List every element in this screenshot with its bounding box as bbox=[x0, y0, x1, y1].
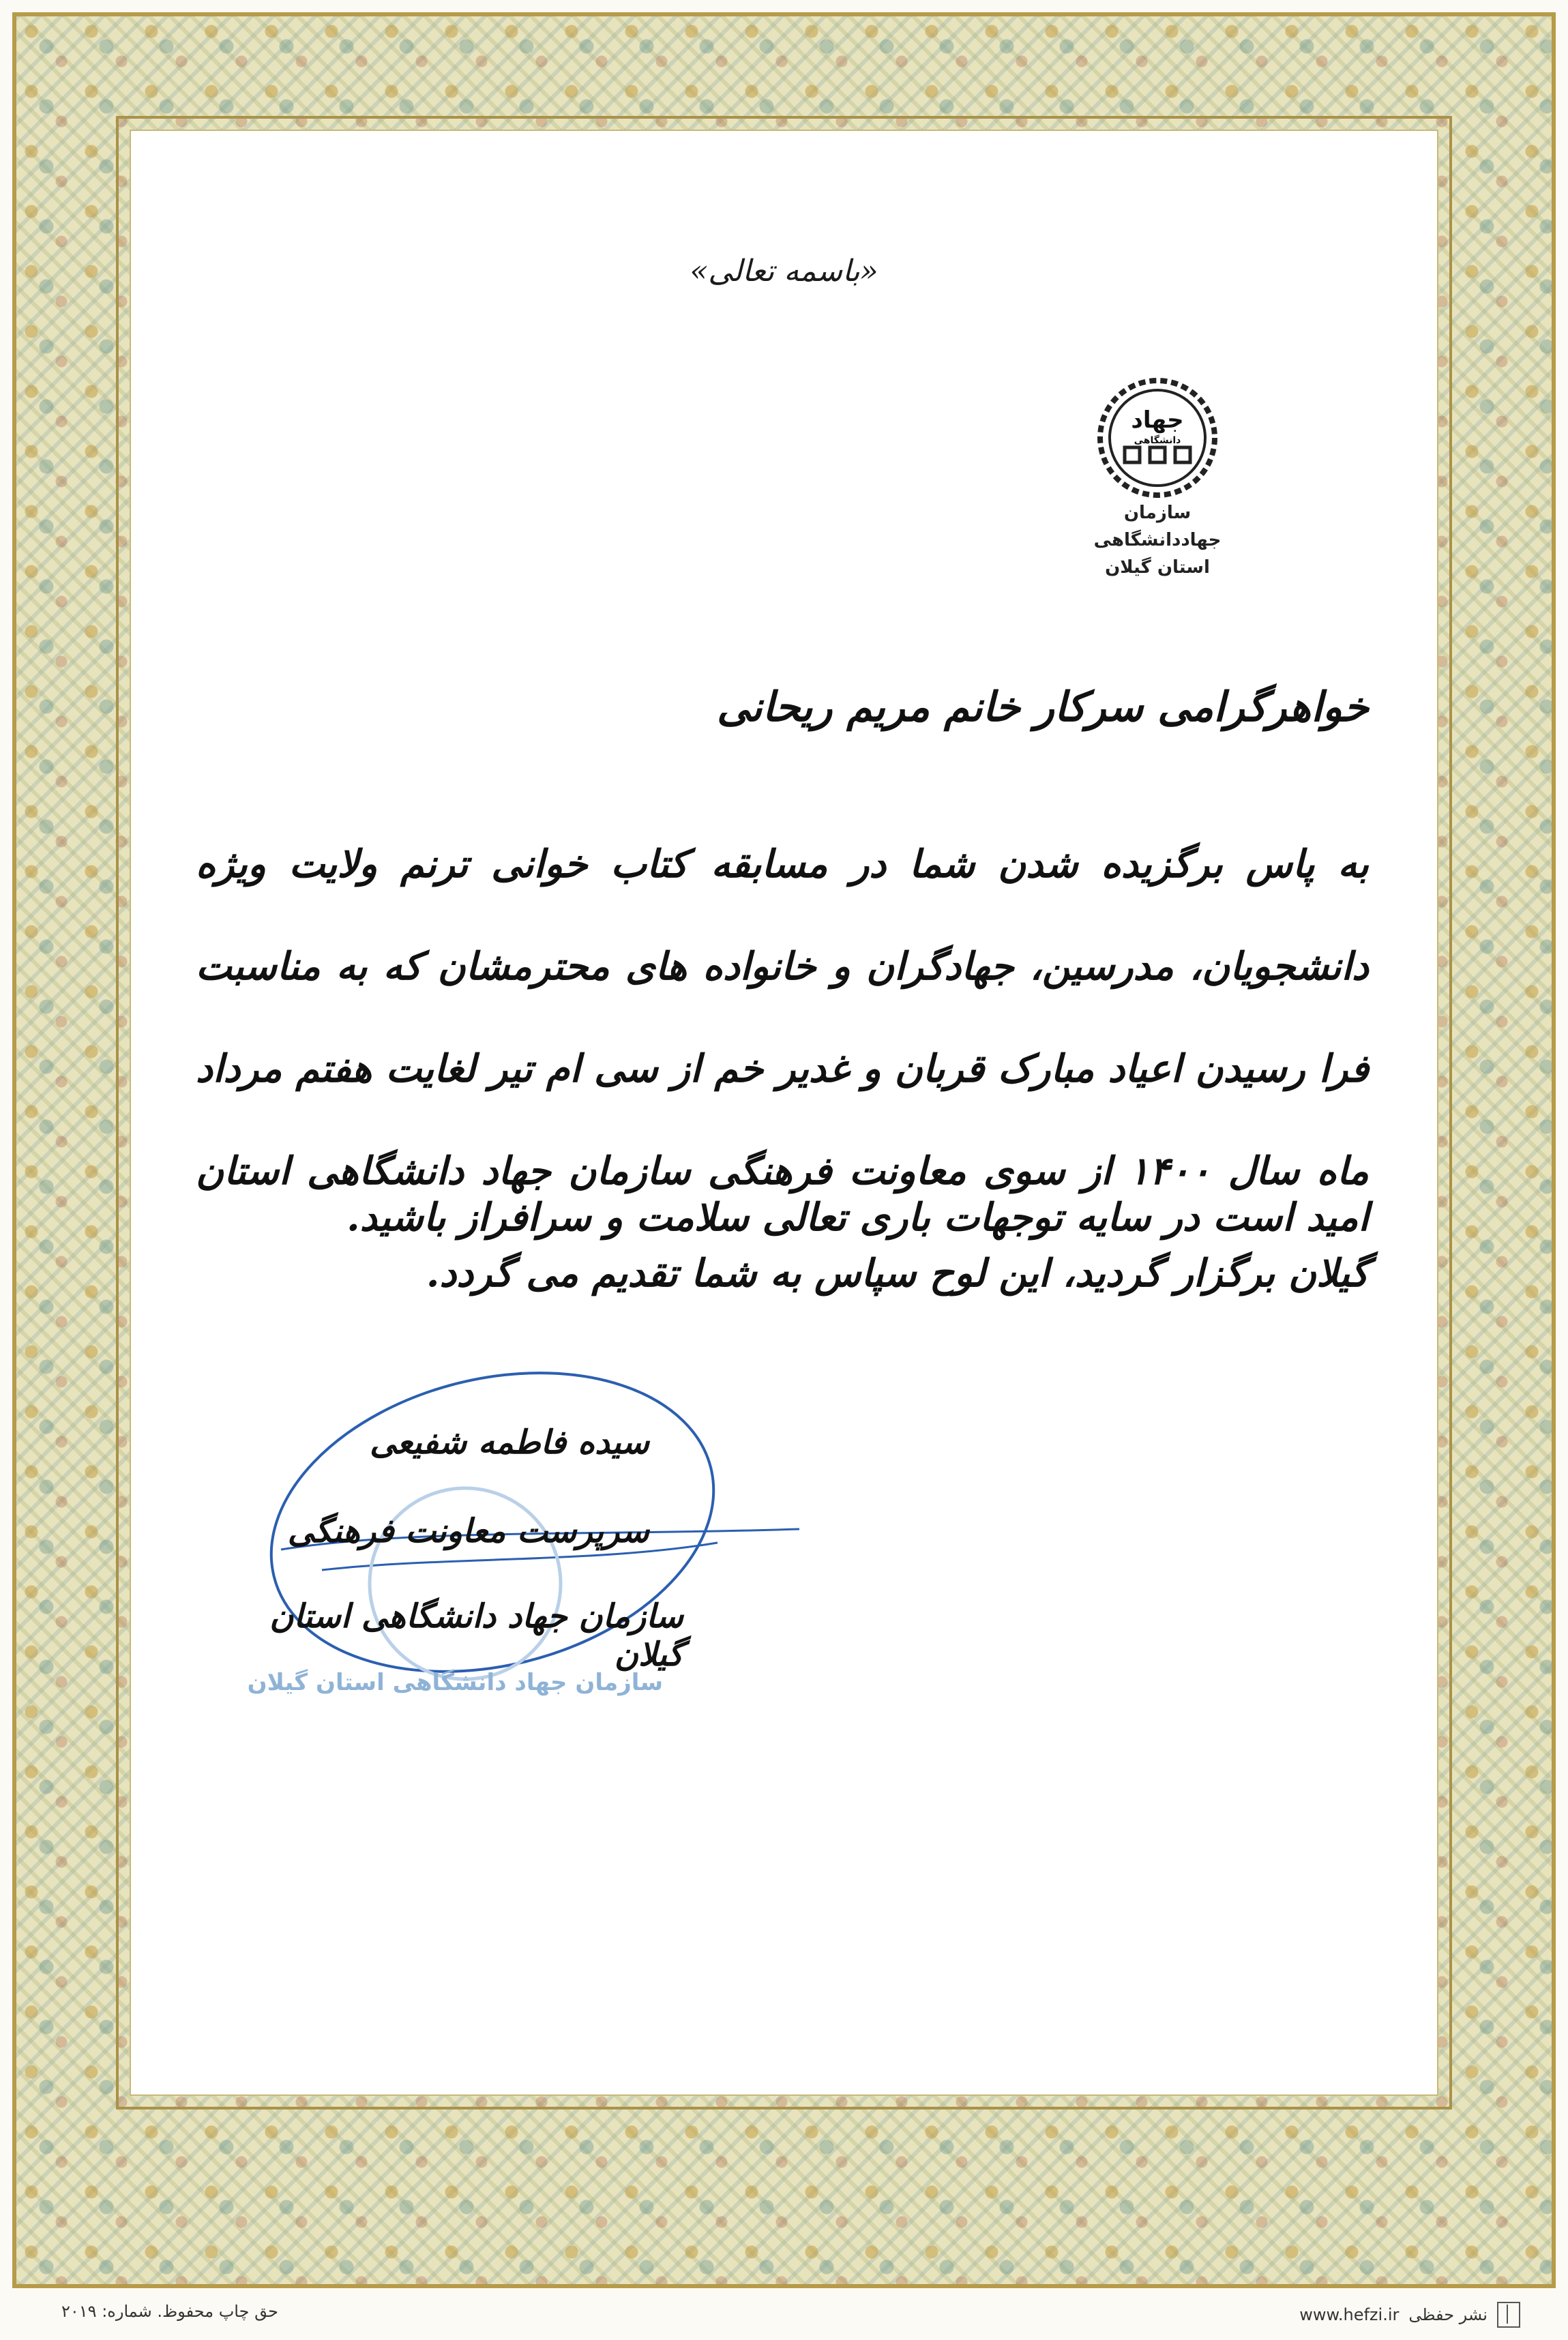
book-icon bbox=[1497, 2302, 1520, 2328]
footer-copyright: حق چاپ محفوظ. شماره: ۲۰۱۹ bbox=[61, 2302, 278, 2321]
signature-block bbox=[240, 1359, 854, 1713]
closing-wish: امید است در سایه توجهات باری تعالی سلامت و سرافراز باشید. bbox=[346, 1195, 1369, 1240]
footer-website: www.hefzi.ir bbox=[1299, 2305, 1400, 2324]
signatory-organization: سازمان جهاد دانشگاهی استان گیلان bbox=[269, 1597, 683, 1674]
signatory-title: سرپرست معاونت فرهنگی bbox=[287, 1512, 649, 1550]
invocation-heading: «باسمه تعالی» bbox=[690, 254, 878, 288]
recipient-salutation: خواهرگرامی سرکار خانم مریم ریحانی bbox=[716, 683, 1369, 731]
signatory-name: سیده فاطمه شفیعی bbox=[370, 1423, 649, 1462]
emblem-bottom-text: دانشگاهی bbox=[1134, 435, 1181, 446]
logo-org-line-2: استان گیلان bbox=[1105, 557, 1210, 578]
stamp-text: سازمان جهاد دانشگاهی استان گیلان bbox=[247, 1669, 663, 1696]
footer-publisher-name: نشر حفظی bbox=[1408, 2305, 1488, 2324]
certificate-paragraph: به پاس برگزیده شدن شما در مسابقه کتاب خوانی ترنم ولایت ویژه دانشجویان، مدرسین، جهادگران و خانواده های محترمشان که به مناسبت فرا رسیدن اعیاد مبارک قربان و غدیر خم از سی ام تیر لغایت هفتم مرداد ماه سال ۱۴۰۰ از سوی معاونت فرهنگی سازمان جهاد دانشگاهی استان گیلان برگزار گردید، این لوح سپاس به شما تقدیم می گردد. bbox=[196, 842, 1370, 1296]
emblem-top-text: جهاد bbox=[1131, 406, 1184, 434]
logo-org-line-1: سازمان جهاددانشگاهی bbox=[1093, 503, 1222, 550]
footer-publisher bbox=[1299, 2302, 1520, 2328]
jahad-emblem-icon bbox=[1096, 376, 1219, 499]
certificate-body bbox=[130, 130, 1438, 2096]
organization-logo bbox=[1076, 376, 1239, 581]
